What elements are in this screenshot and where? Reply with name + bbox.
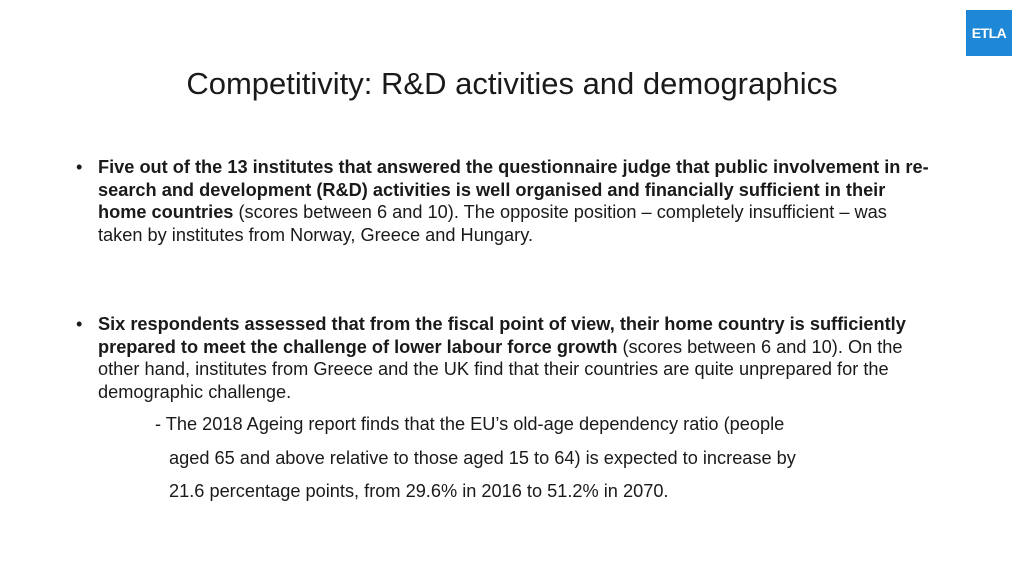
bullet-2-bold: Six respondents assessed that from the fiscal point of view, their home country is sufficiently prepared to meet the challenge of lower labour force growth — [98, 314, 906, 357]
bullet-2 — [76, 313, 936, 403]
slide-title: Competitivity: R&D activities and demographics — [186, 66, 838, 101]
sub-point-line-2: aged 65 and above relative to those aged 15 to 64) is expected to increase by — [169, 447, 796, 468]
bullet-dot-icon: • — [76, 314, 83, 334]
bullet-1-text — [98, 156, 936, 246]
sub-point-line-3: 21.6 percentage points, from 29.6% in 2016 to 51.2% in 2070. — [169, 481, 669, 501]
sub-point-line-1: - The 2018 Ageing report finds that the EU’s old-age dependency ratio (people — [155, 414, 785, 434]
bullet-2-text — [98, 313, 936, 403]
bullet-2-normal: (scores between 6 and 10). On the other hand, institutes from Greece and the UK find that their countries are quite unprepared for the demographic challenge. — [98, 336, 903, 402]
bullet-dot-icon: • — [76, 157, 83, 177]
bullet-1-normal: (scores between 6 and 10). The opposite position – completely insufficient – was taken by institutes from Norway, Greece and Hungary. — [98, 202, 887, 245]
sub-point — [155, 408, 935, 509]
bullet-1-bold: Five out of the 13 institutes that answered the questionnaire judge that public involvement in re-search and development (R&D) activities is well organised and financially sufficient in their home countries — [98, 157, 929, 223]
bullet-1 — [76, 156, 936, 246]
etla-logo: ETLA — [966, 10, 1012, 56]
